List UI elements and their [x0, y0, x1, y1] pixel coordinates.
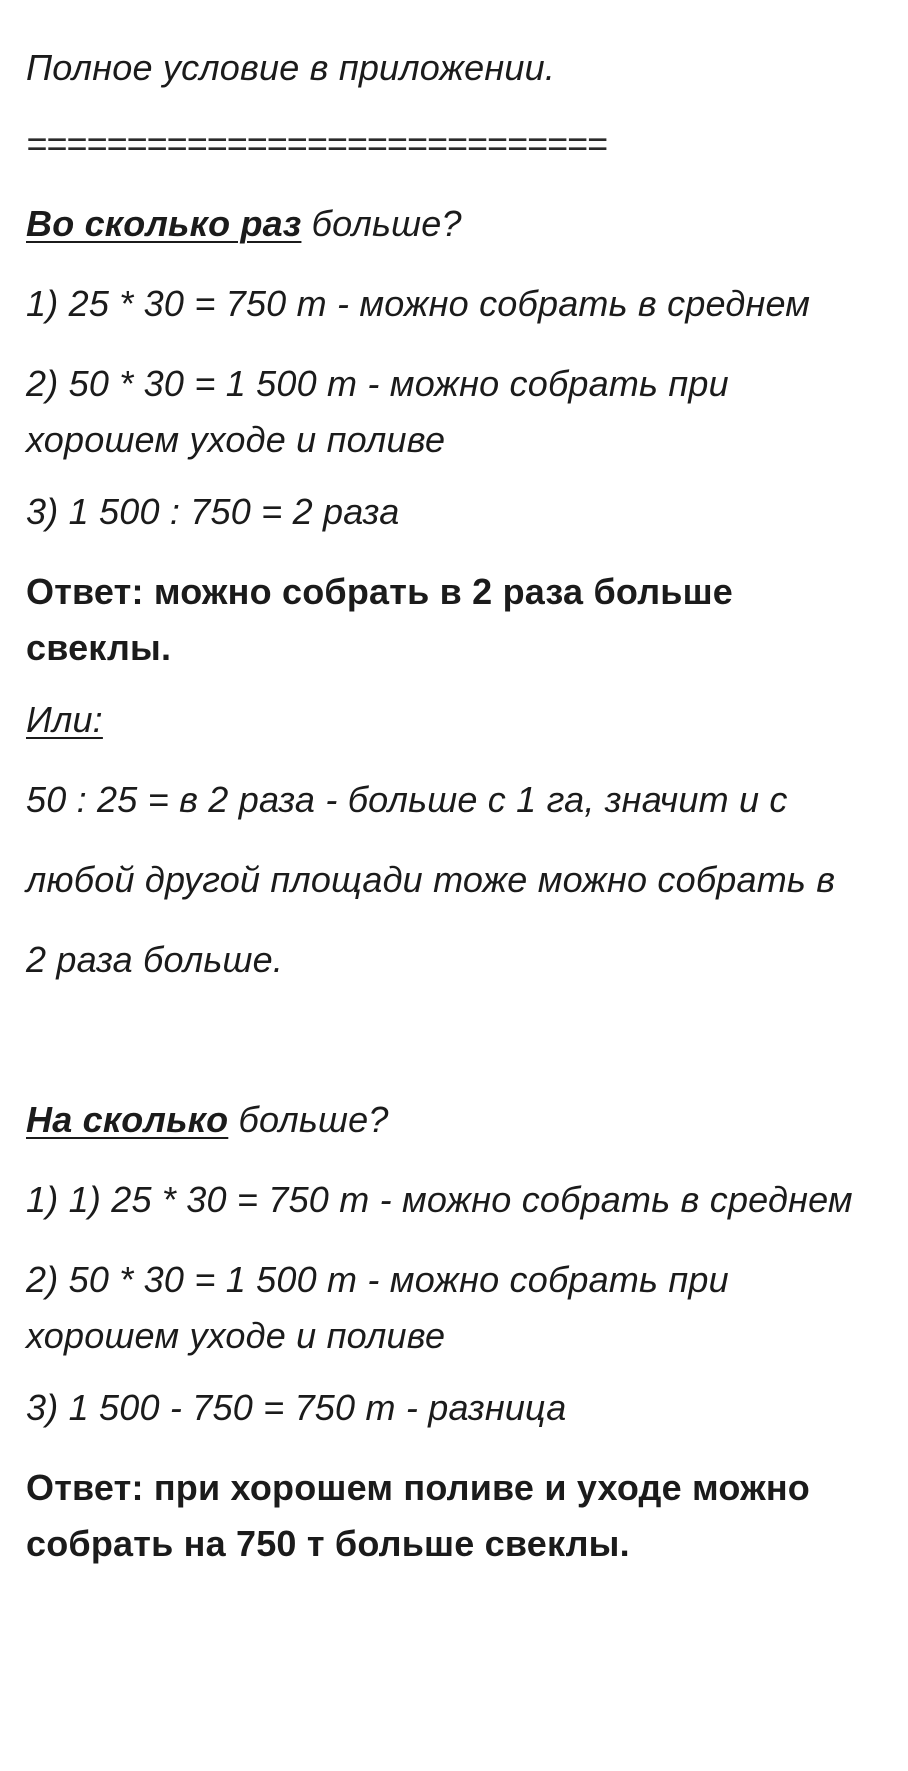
part1-heading-strong: Во сколько раз — [26, 203, 302, 244]
part2-step2-line2: хорошем уходе и поливе — [26, 1315, 446, 1356]
part2-answer-line2: собрать на 750 т больше свеклы. — [26, 1523, 630, 1564]
or-label: Или: — [26, 699, 103, 740]
part2-answer-line1: Ответ: при хорошем поливе и уходе можно — [26, 1467, 810, 1508]
intro-text: Полное условие в приложении. — [26, 47, 556, 88]
part2-step3: 3) 1 500 - 750 = 750 т - разница — [26, 1387, 567, 1428]
part2-heading-strong: На сколько — [26, 1099, 229, 1140]
part2-heading — [26, 1098, 389, 1142]
part1-heading-rest: больше? — [301, 203, 462, 244]
part1-step2-line1: 2) 50 * 30 = 1 500 т - можно собрать при — [26, 363, 729, 404]
part1-step3: 3) 1 500 : 750 = 2 раза — [26, 491, 400, 532]
alt-solution-line1: 50 : 25 = в 2 раза - больше с 1 га, значит и с — [26, 779, 788, 820]
alt-solution-line2: любой другой площади тоже можно собрать в — [26, 859, 836, 900]
separator-line: ============================= — [26, 123, 607, 164]
alt-solution-line3: 2 раза больше. — [26, 939, 284, 980]
part1-step2-line2: хорошем уходе и поливе — [26, 419, 446, 460]
part1-step1: 1) 25 * 30 = 750 т - можно собрать в среднем — [26, 283, 811, 324]
part1-heading — [26, 202, 462, 246]
part1-answer-line2: свеклы. — [26, 627, 172, 668]
part1-answer-line1: Ответ: можно собрать в 2 раза больше — [26, 571, 734, 612]
part2-step2-line1: 2) 50 * 30 = 1 500 т - можно собрать при — [26, 1259, 729, 1300]
part2-heading-rest: больше? — [228, 1099, 389, 1140]
part2-step1: 1) 1) 25 * 30 = 750 т - можно собрать в среднем — [26, 1179, 853, 1220]
